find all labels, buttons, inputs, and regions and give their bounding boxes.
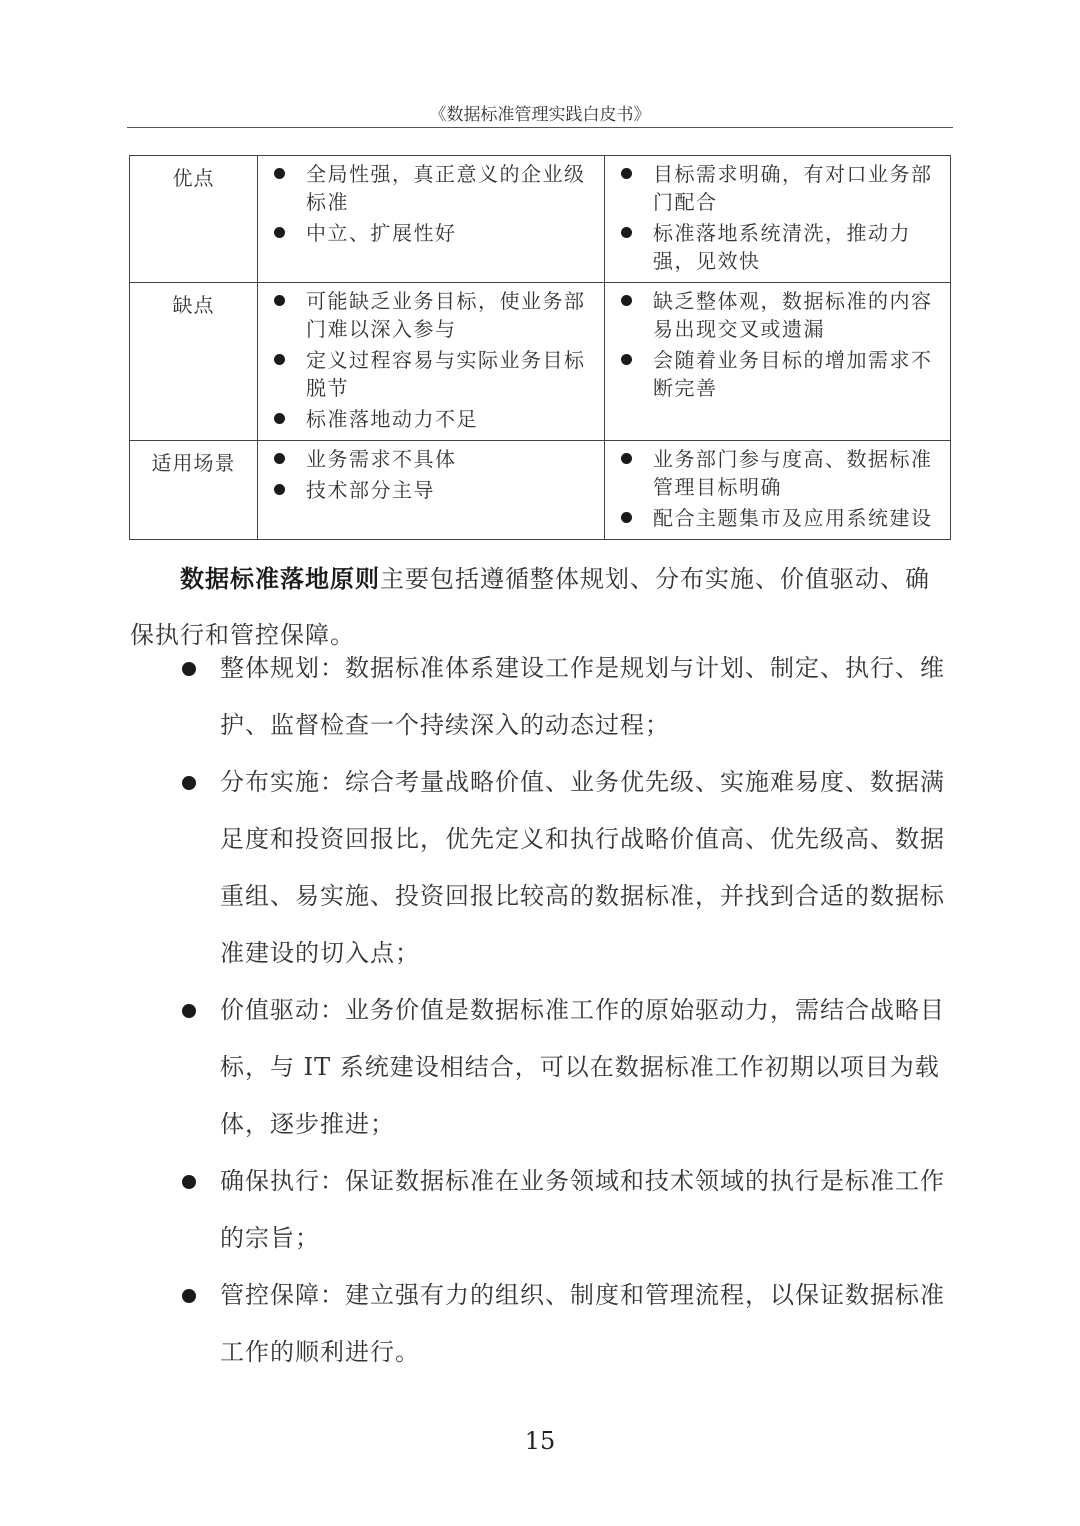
bullet-icon (274, 168, 285, 179)
list-item (621, 287, 942, 343)
principle-text: 确保执行：保证数据标准在业务领域和技术领域的执行是标准工作的宗旨； (220, 1167, 945, 1252)
list-item-text: 缺乏整体观，数据标准的内容易出现交叉或遗漏 (653, 289, 933, 341)
list-item (274, 405, 596, 433)
bullet-icon (182, 1004, 196, 1018)
table-cell (258, 156, 605, 283)
row-label: 优点 (130, 156, 258, 283)
principle-text: 分布实施：综合考量战略价值、业务优先级、实施难易度、数据满足度和投资回报比，优先定义和执行战略价值高、优先级高、数据重组、易实施、投资回报比较高的数据标准，并找到合适的数据标准建设的切入点； (220, 768, 945, 967)
row-label: 适用场景 (130, 441, 258, 540)
table-cell (258, 283, 605, 441)
bullet-icon (621, 227, 632, 238)
list-item (130, 640, 952, 754)
list-item (274, 287, 596, 343)
table-row (130, 441, 951, 540)
bullet-icon (621, 354, 632, 365)
list-item (130, 1267, 952, 1381)
page-header-title: 《数据标准管理实践白皮书》 (429, 105, 651, 125)
list-item (274, 476, 596, 504)
comparison-table (129, 155, 951, 540)
list-item (621, 504, 942, 532)
bullet-icon (274, 227, 285, 238)
principle-text: 价值驱动：业务价值是数据标准工作的原始驱动力，需结合战略目标，与 IT 系统建设相结合，可以在数据标准工作初期以项目为载体，逐步推进； (220, 996, 945, 1138)
list-item-text: 目标需求明确，有对口业务部门配合 (653, 162, 933, 214)
list-item (274, 445, 596, 473)
list-item (274, 346, 596, 402)
list-item-text: 可能缺乏业务目标，使业务部门难以深入参与 (306, 289, 586, 341)
bullet-icon (182, 1289, 196, 1303)
principle-text: 整体规划：数据标准体系建设工作是规划与计划、制定、执行、维护、监督检查一个持续深入的动态过程； (220, 654, 945, 739)
list-item (621, 346, 942, 402)
list-item-text: 业务需求不具体 (306, 447, 457, 471)
list-item-text: 标准落地系统清洗，推动力强，见效快 (653, 221, 911, 273)
list-item (274, 160, 596, 216)
row-label: 缺点 (130, 283, 258, 441)
list-item-text: 技术部分主导 (306, 478, 435, 502)
list-item (621, 445, 942, 501)
list-item (130, 754, 952, 982)
bullet-icon (621, 453, 632, 464)
list-item-text: 会随着业务目标的增加需求不断完善 (653, 348, 933, 400)
table-cell (605, 441, 951, 540)
principles-list (130, 640, 952, 1381)
page-number: 15 (524, 1427, 556, 1455)
bullet-icon (182, 1175, 196, 1189)
bullet-icon (182, 662, 196, 676)
bullet-icon (274, 354, 285, 365)
list-item-text: 配合主题集市及应用系统建设 (653, 506, 933, 530)
list-item (621, 219, 942, 275)
bullet-icon (182, 776, 196, 790)
bullet-icon (274, 413, 285, 424)
list-item-text: 中立、扩展性好 (306, 221, 457, 245)
intro-bold-term: 数据标准落地原则 (180, 564, 380, 593)
bullet-icon (621, 512, 632, 523)
bullet-icon (621, 168, 632, 179)
list-item-text: 定义过程容易与实际业务目标脱节 (306, 348, 586, 400)
table-cell (605, 156, 951, 283)
list-item (274, 219, 596, 247)
bullet-icon (274, 453, 285, 464)
table-cell (605, 283, 951, 441)
intro-text: 主要包括遵循整体规划、分布实施、价值驱动、确保执行和管控保障。 (130, 565, 930, 649)
bullet-icon (621, 295, 632, 306)
list-item-text: 全局性强，真正意义的企业级标准 (306, 162, 586, 214)
table-row (130, 156, 951, 283)
principle-text: 管控保障：建立强有力的组织、制度和管理流程，以保证数据标准工作的顺利进行。 (220, 1281, 945, 1366)
list-item (621, 160, 942, 216)
table-cell (258, 441, 605, 540)
bullet-icon (274, 484, 285, 495)
bullet-icon (274, 295, 285, 306)
list-item (130, 982, 952, 1153)
list-item (130, 1153, 952, 1267)
list-item-text: 业务部门参与度高、数据标准管理目标明确 (653, 447, 933, 499)
list-item-text: 标准落地动力不足 (306, 407, 478, 431)
header-divider (127, 127, 953, 128)
table-row (130, 283, 951, 441)
